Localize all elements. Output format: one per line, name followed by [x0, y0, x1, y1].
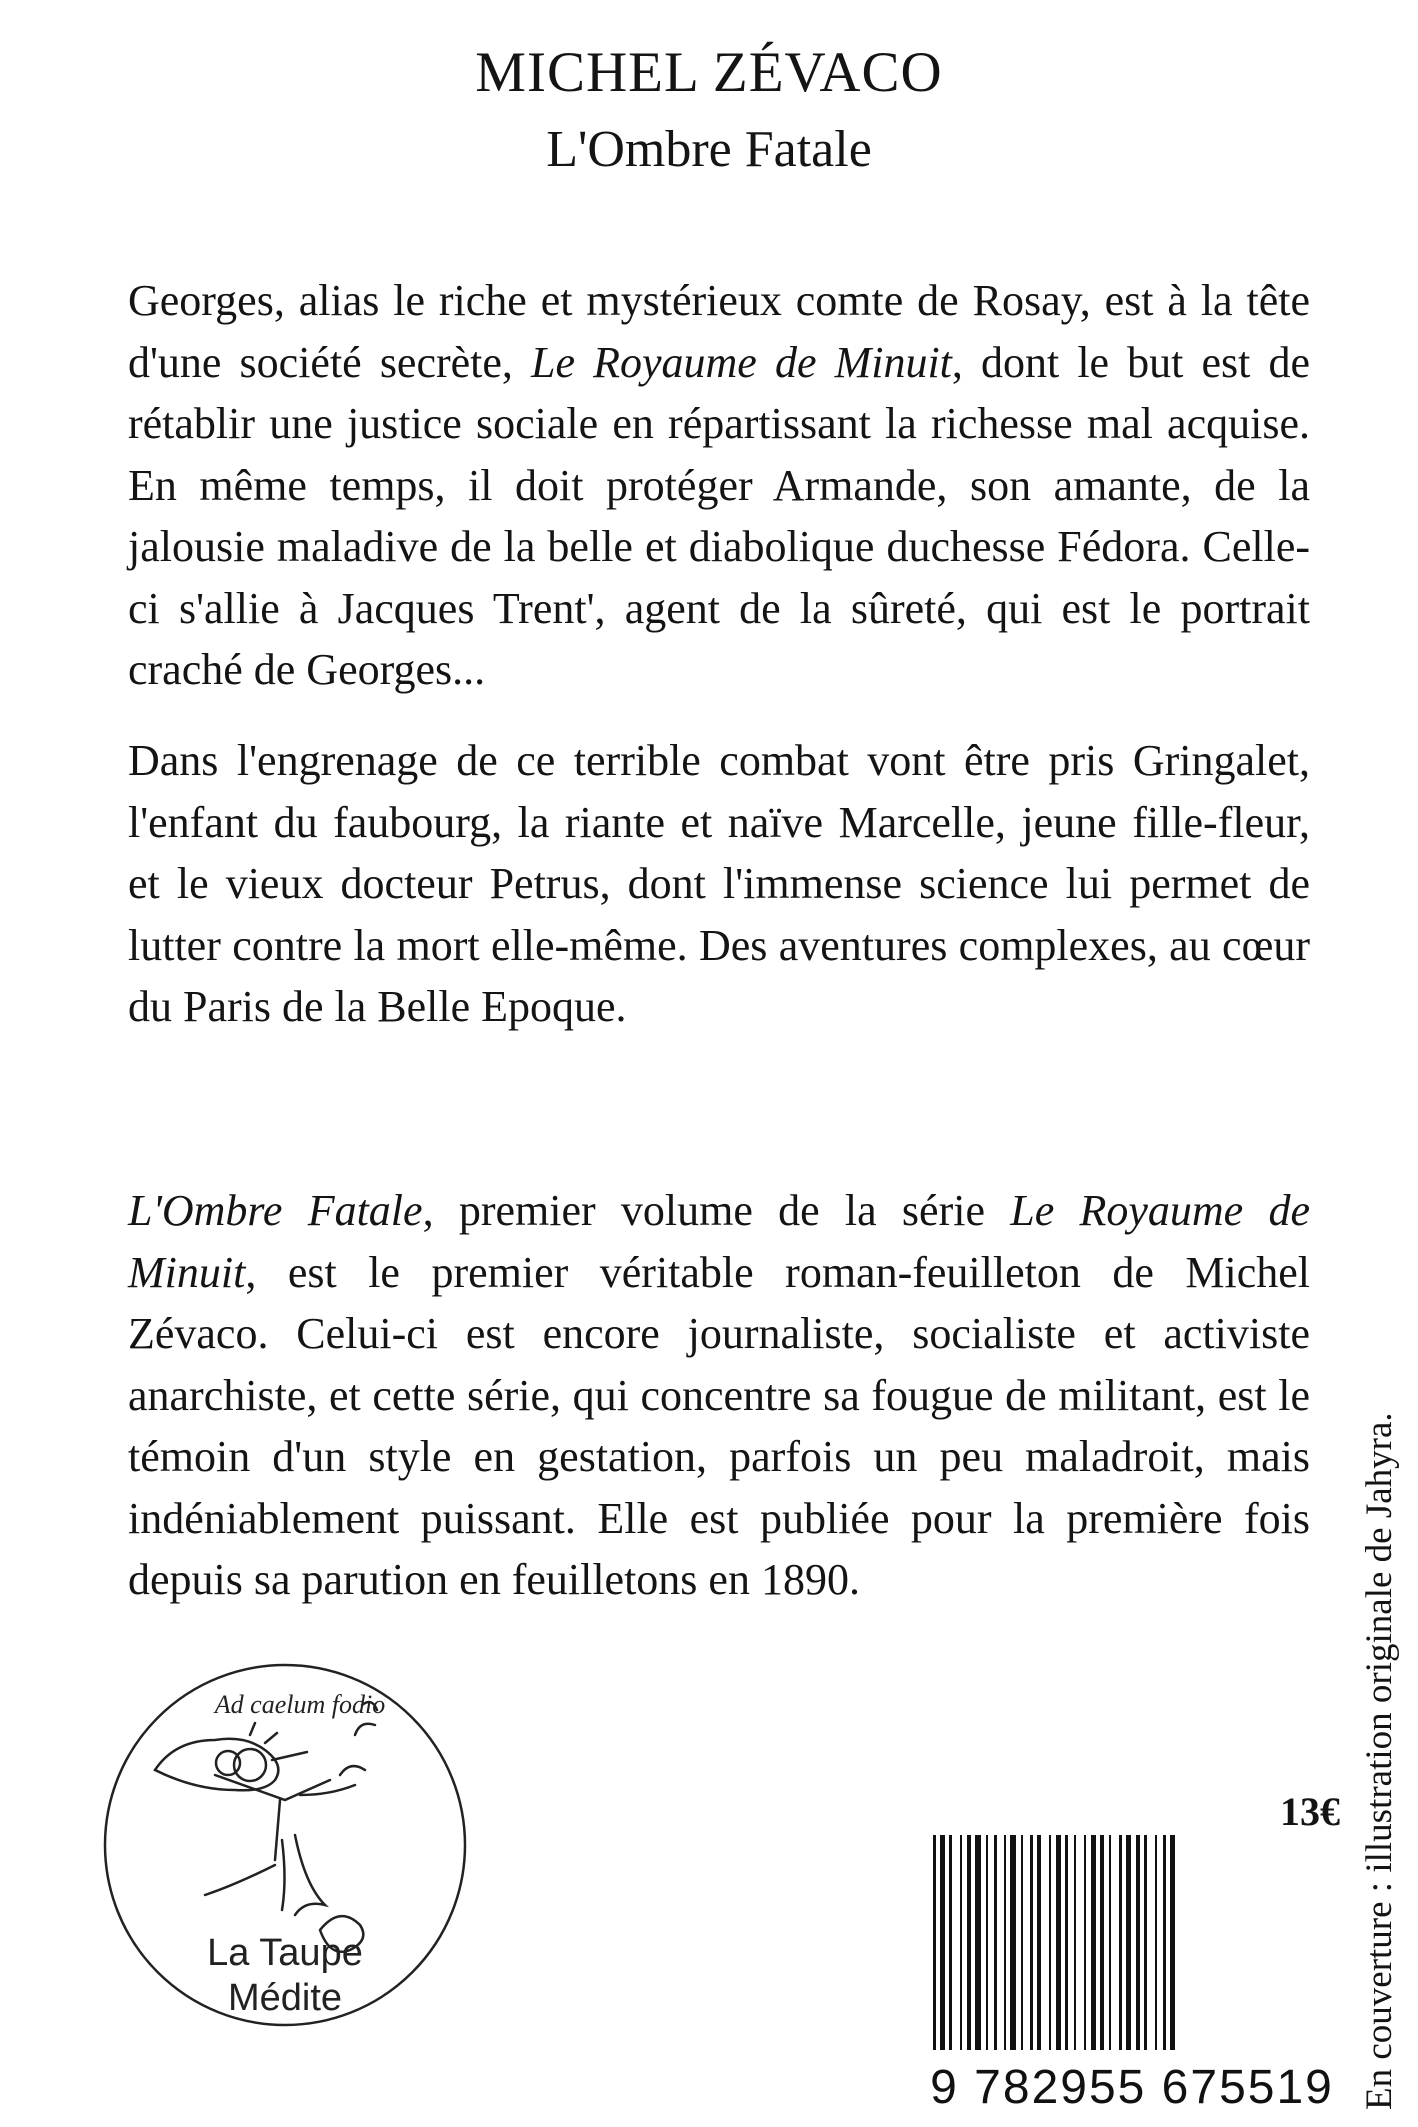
- barcode-bar: [1100, 1835, 1104, 2050]
- publisher-name-line2: Médite: [227, 1977, 343, 2019]
- author-name: MICHEL ZÉVACO: [475, 41, 943, 104]
- blurb-p1-text-b: , dont le but est de rétablir une justice sociale en répartissant la richesse mal acquise. En même temps, il doit protéger Armande, son amante, de la jalousie maladive de la belle et diabolique duchesse Fédora. Celle-ci s'allie à Jacques Trent', agent de la sûreté, qui est le portrait craché de Georges...: [128, 337, 1311, 694]
- barcode-bar: [1091, 1835, 1096, 2050]
- book-title: L'Ombre Fatale: [546, 121, 872, 178]
- barcode-bar: [1136, 1835, 1140, 2050]
- isbn-number: 9 782955 675519: [930, 2061, 1334, 2110]
- blurb-p3-text-a: , premier volume de la série: [422, 1186, 1011, 1235]
- barcode-bar: [1030, 1835, 1033, 2050]
- barcode-bar: [1155, 1835, 1157, 2050]
- blurb-p3-book-title: L'Ombre Fatale: [128, 1186, 423, 1235]
- barcode-bar: [1056, 1835, 1061, 2050]
- barcode-bar: [1170, 1835, 1175, 2050]
- barcode-bar: [1037, 1835, 1041, 2050]
- barcode-bar: [1144, 1835, 1147, 2050]
- barcode-bar: [949, 1835, 952, 2050]
- barcode-bar: [967, 1835, 971, 2050]
- barcode-bar: [933, 1835, 936, 2050]
- barcode-bar: [1084, 1835, 1086, 2050]
- blurb-paragraph-1: [128, 270, 1310, 701]
- barcode-bar: [940, 1835, 945, 2050]
- blurb-p1-text-a: Georges, alias le riche et mystérieux comte de Rosay, est à la tête d'une société secrète,: [128, 276, 1310, 387]
- blurb-paragraph-2: [128, 730, 1310, 1038]
- blurb-p2-text: Dans l'engrenage de ce terrible combat vont être pris Gringalet, l'enfant du faubourg, la riante et naïve Marcelle, jeune fille-fleur, et le vieux docteur Petrus, dont l'immense science lui permet de lutter contre la mort elle-même. Des aventures complexes, au cœur du Paris de la Belle Epoque.: [128, 736, 1310, 1031]
- barcode-bar: [1074, 1835, 1076, 2050]
- barcode-bar: [986, 1835, 988, 2050]
- price-label: 13€: [1280, 1789, 1340, 1834]
- barcode-bar: [1126, 1835, 1131, 2050]
- blurb-p1-series-title: Le Royaume de Minuit: [531, 337, 952, 387]
- barcode-bar: [975, 1835, 981, 2050]
- barcode-bar: [1004, 1835, 1006, 2050]
- publisher-logo: [100, 1625, 470, 2045]
- blurb-p3-series-title: Le Royaume de Minuit: [128, 1186, 1310, 1297]
- barcode-bar: [994, 1835, 997, 2050]
- barcode-bar: [1065, 1835, 1068, 2050]
- publisher-motto: Ad caelum fodio: [214, 1690, 386, 1719]
- barcode-bars: [933, 1835, 1175, 2050]
- blurb-paragraph-3: [128, 1180, 1310, 1611]
- barcode-bar: [1163, 1835, 1166, 2050]
- barcode-bar: [1021, 1835, 1023, 2050]
- barcode-bar: [1010, 1835, 1016, 2050]
- mole-reading-drawing-icon: [155, 1702, 377, 1952]
- publisher-name-line1: La Taupe: [207, 1932, 363, 1974]
- barcode-bar: [1049, 1835, 1051, 2050]
- barcode-bar: [1119, 1835, 1122, 2050]
- cover-credit: En couverture : illustration originale de Jahyra.: [1359, 1412, 1400, 2110]
- barcode-bar: [1109, 1835, 1111, 2050]
- barcode-bar: [960, 1835, 962, 2050]
- isbn-barcode: [925, 1835, 1340, 2110]
- blurb-p3-text-b: , est le premier véritable roman-feuilleton de Michel Zévaco. Celui-ci est encore journaliste, socialiste et activiste anarchiste, et cette série, qui concentre sa fougue de militant, est le témoin d'un style en gestation, parfois un peu maladroit, mais indéniablement puissant. Elle est publiée pour la première fois depuis sa parution en feuilletons en 1890.: [128, 1247, 1310, 1604]
